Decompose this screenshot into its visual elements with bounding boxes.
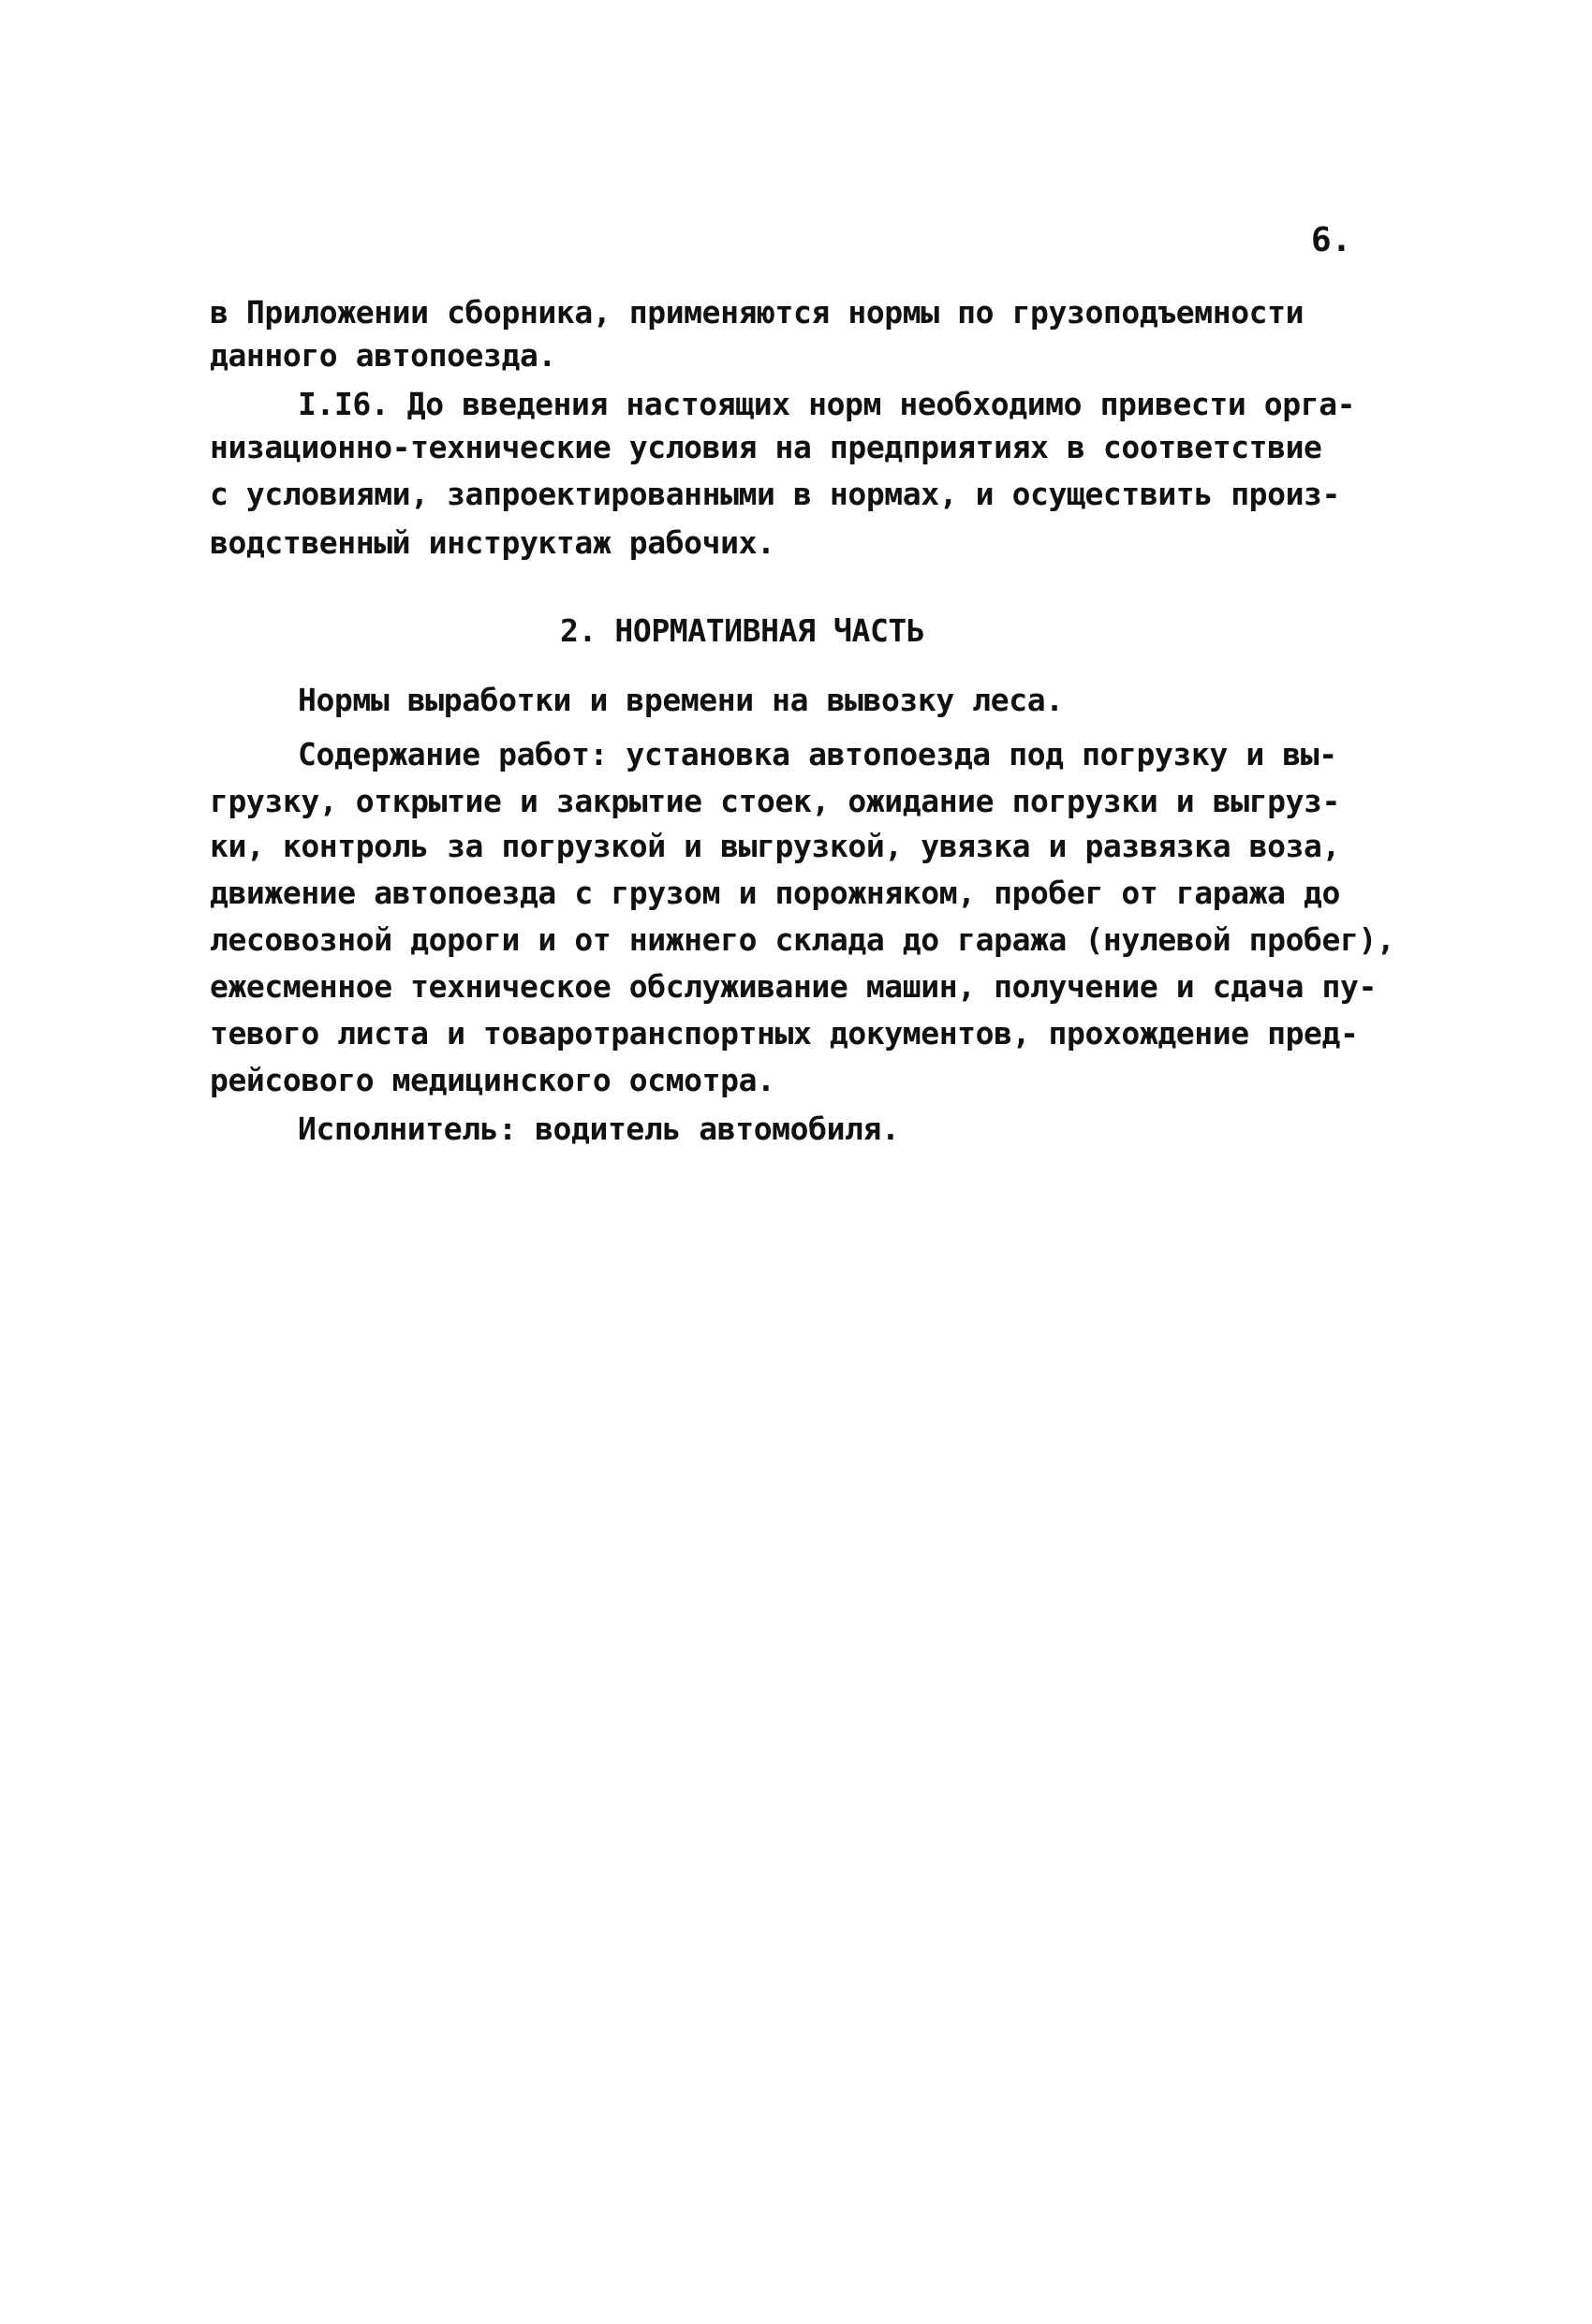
work-content-line: Содержание работ: установка автопоезда под погрузку и вы- (298, 736, 1337, 772)
text-line: водственный инструктаж рабочих. (210, 524, 775, 561)
work-content-line: тевого листа и товаротранспортных документов, прохождение пред- (210, 1015, 1359, 1052)
work-content-line: лесовозной дороги и от нижнего склада до гаража (нулевой пробег), (210, 921, 1395, 958)
work-content-line: движение автопоезда с грузом и порожняком, пробег от гаража до (210, 875, 1340, 911)
work-content-line: ежесменное техническое обслуживание машин, получение и сдача пу- (210, 968, 1377, 1005)
section-heading: 2. НОРМАТИВНАЯ ЧАСТЬ (560, 612, 925, 649)
text-line: низационно-технические условия на предприятиях в соответствие (210, 429, 1322, 465)
work-content-line: ки, контроль за погрузкой и выгрузкой, увязка и развязка воза, (210, 828, 1340, 864)
text-line: с условиями, запроектированными в нормах, и осуществить произ- (210, 476, 1340, 512)
text-line: в Приложении сборника, применяются нормы по грузоподъемности (210, 294, 1305, 331)
paragraph-1-16-start: I.I6. До введения настоящих норм необходимо привести орга- (298, 386, 1356, 422)
work-content-line: грузку, открытие и закрытие стоек, ожидание погрузки и выгруз- (210, 783, 1340, 819)
page-number: 6. (1311, 221, 1352, 259)
text-line: данного автопоезда. (210, 337, 556, 374)
section-subheading: Нормы выработки и времени на вывозку леса. (298, 682, 1064, 718)
executor-line: Исполнитель: водитель автомобиля. (298, 1111, 900, 1147)
work-content-line: рейсового медицинского осмотра. (210, 1062, 775, 1098)
